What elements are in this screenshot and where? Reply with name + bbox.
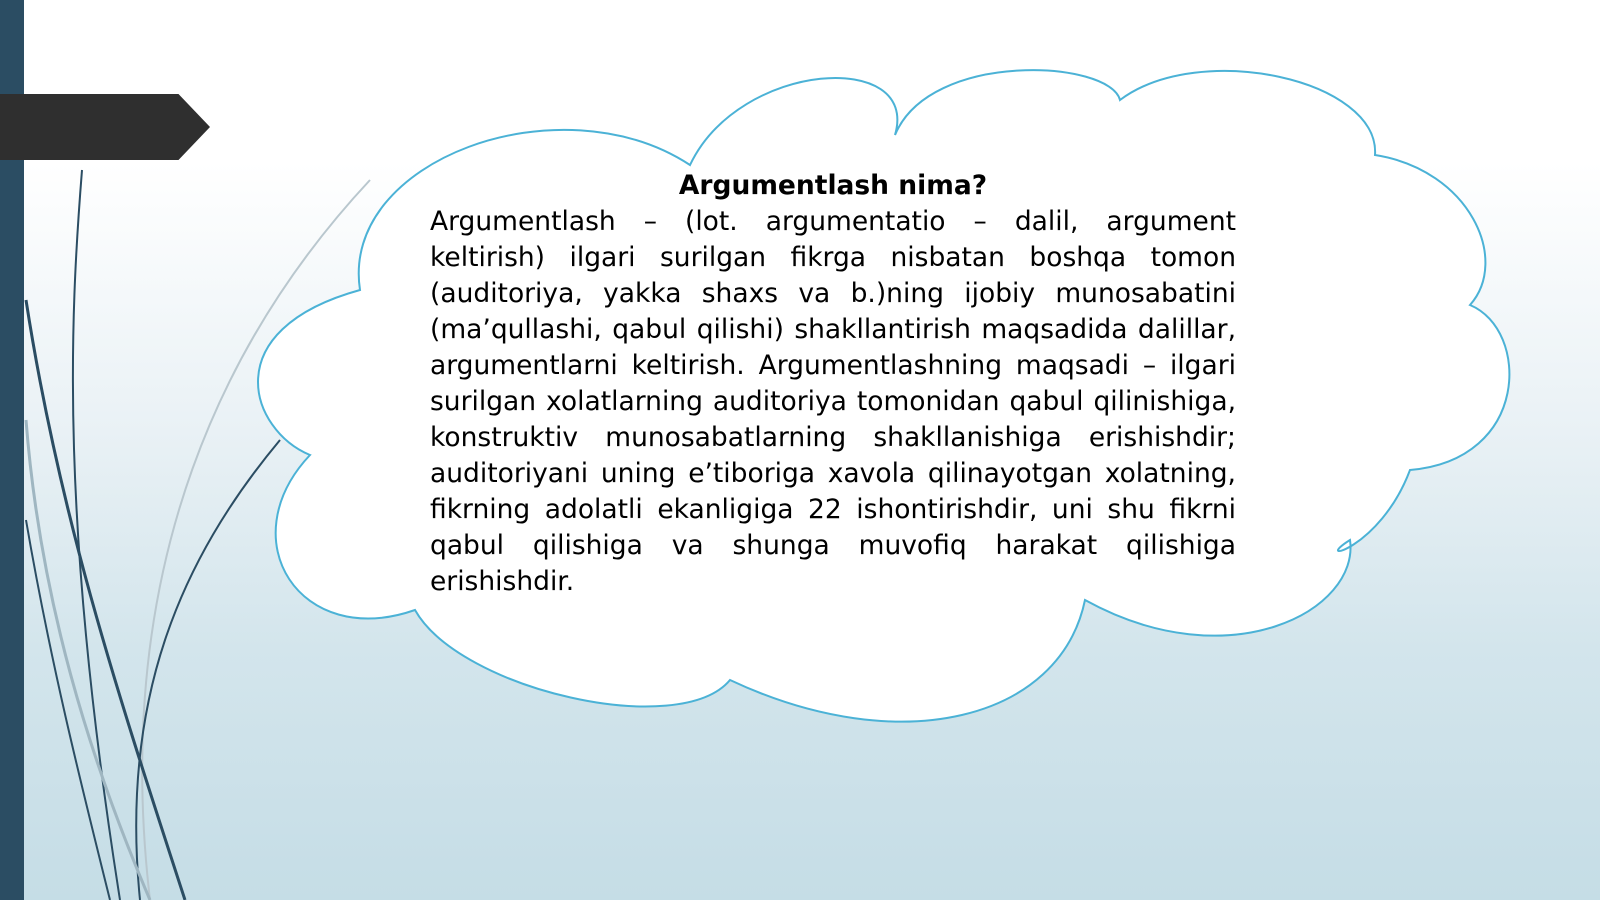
slide-title: Argumentlash nima?: [678, 170, 988, 201]
cloud-text-block: [430, 168, 1236, 600]
slide-body-text: Argumentlash – (lot. argumentatio – dalil, argument keltirish) ilgari surilgan fikrga nisbatan boshqa tomon (auditoriya, yakka shaxs va b.)ning ijobiy munosabatini (ma’qullashi, qabul qilishi) shakllantirish maqsadida dalillar, argumentlarni keltirish. Argumentlashning maqsadi – ilgari surilgan xolatlarning auditoriya tomonidan qabul qilinishiga, konstruktiv munosabatlarning shakllanishiga erishishdir; auditoriyani uning e’tiboriga xavola qilinayotgan xolatning, fikrning adolatli ekanligiga 22 ishontirishdir, uni shu fikrni qabul qilishiga va shunga muvofiq harakat qilishiga erishishdir.: [430, 206, 1236, 597]
